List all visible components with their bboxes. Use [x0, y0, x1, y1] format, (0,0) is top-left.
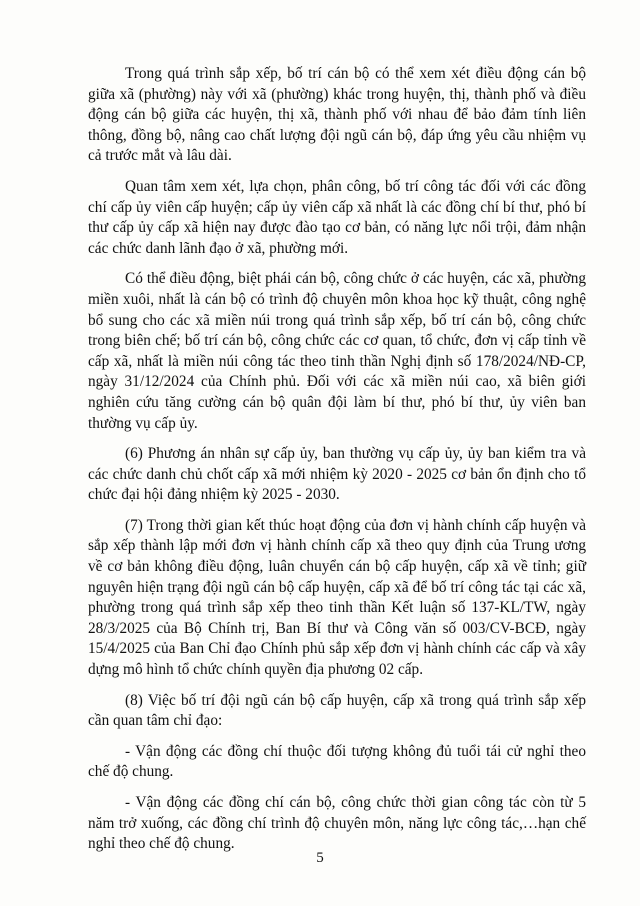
page-number: 5: [316, 850, 324, 866]
bullet-retirement-tenure: - Vận động các đồng chí cán bộ, công chức thời gian công tác còn từ 5 năm trở xuống, các đồng chí trình độ chuyên môn, năng lực công tác,…hạn chế nghỉ theo chế độ chung.: [88, 794, 586, 853]
bullet-retirement-age: - Vận động các đồng chí thuộc đối tượng không đủ tuổi tái cử nghỉ theo chế độ chung.: [88, 742, 586, 781]
document-body: [88, 64, 586, 865]
paragraph-item-8: (8) Việc bố trí đội ngũ cán bộ cấp huyện, cấp xã trong quá trình sắp xếp cần quan tâm chỉ đạo:: [88, 691, 586, 730]
paragraph-item-6: (6) Phương án nhân sự cấp ủy, ban thường vụ cấp ủy, ủy ban kiểm tra và các chức danh chủ chốt cấp xã mới nhiệm kỳ 2020 - 2025 cơ bản ổn định cho tổ chức đại hội đảng nhiệm kỳ 2025 - 2030.: [88, 445, 586, 504]
paragraph-arrangement: Trong quá trình sắp xếp, bố trí cán bộ có thể xem xét điều động cán bộ giữa xã (phường) này với xã (phường) khác trong huyện, thị, thành phố và điều động cán bộ giữa các huyện, thị xã, thành phố với nhau để bảo đảm tính liên thông, đồng bộ, nâng cao chất lượng đội ngũ cán bộ, đáp ứng yêu cầu nhiệm vụ cả trước mắt và lâu dài.: [88, 65, 586, 165]
paragraph-secondment: Có thể điều động, biệt phái cán bộ, công chức ở các huyện, các xã, phường miền xuôi, nhất là cán bộ có trình độ chuyên môn khoa học kỹ thuật, công nghệ bổ sung cho các xã miền núi trong quá trình sắp xếp, bố trí cán bộ, công chức trong biên chế; bố trí cán bộ, công chức các cơ quan, tổ chức, đơn vị cấp tỉnh về cấp xã, nhất là miền núi công tác theo tinh thần Nghị định số 178/2024/NĐ-CP, ngày 31/12/2024 của Chính phủ. Đối với các xã miền núi cao, xã biên giới nghiên cứu tăng cường cán bộ quân đội làm bí thư, phó bí thư, ủy viên ban thường vụ cấp ủy.: [88, 270, 586, 432]
paragraph-item-7: (7) Trong thời gian kết thúc hoạt động của đơn vị hành chính cấp huyện và sắp xếp thành lập mới đơn vị hành chính cấp xã theo quy định của Trung ương về cơ bản không điều động, luân chuyển cán bộ cấp huyện, cấp xã về tỉnh; giữ nguyên hiện trạng đội ngũ cán bộ cấp huyện, cấp xã để bố trí công tác tại các xã, phường trong quá trình sắp xếp theo tinh thần Kết luận số 137-KL/TW, ngày 28/3/2025 của Bộ Chính trị, Ban Bí thư và Công văn số 003/CV-BCĐ, ngày 15/4/2025 của Ban Chỉ đạo Chính phủ sắp xếp đơn vị hành chính các cấp và xây dựng mô hình tổ chức chính quyền địa phương 02 cấp.: [88, 516, 586, 679]
paragraph-selection: Quan tâm xem xét, lựa chọn, phân công, bố trí công tác đối với các đồng chí cấp ủy viên cấp huyện; cấp ủy viên cấp xã nhất là các đồng chí bí thư, phó bí thư cấp ủy cấp xã hiện nay được đào tạo cơ bản, có năng lực nổi trội, đảm nhận các chức danh lãnh đạo ở xã, phường mới.: [88, 177, 586, 257]
